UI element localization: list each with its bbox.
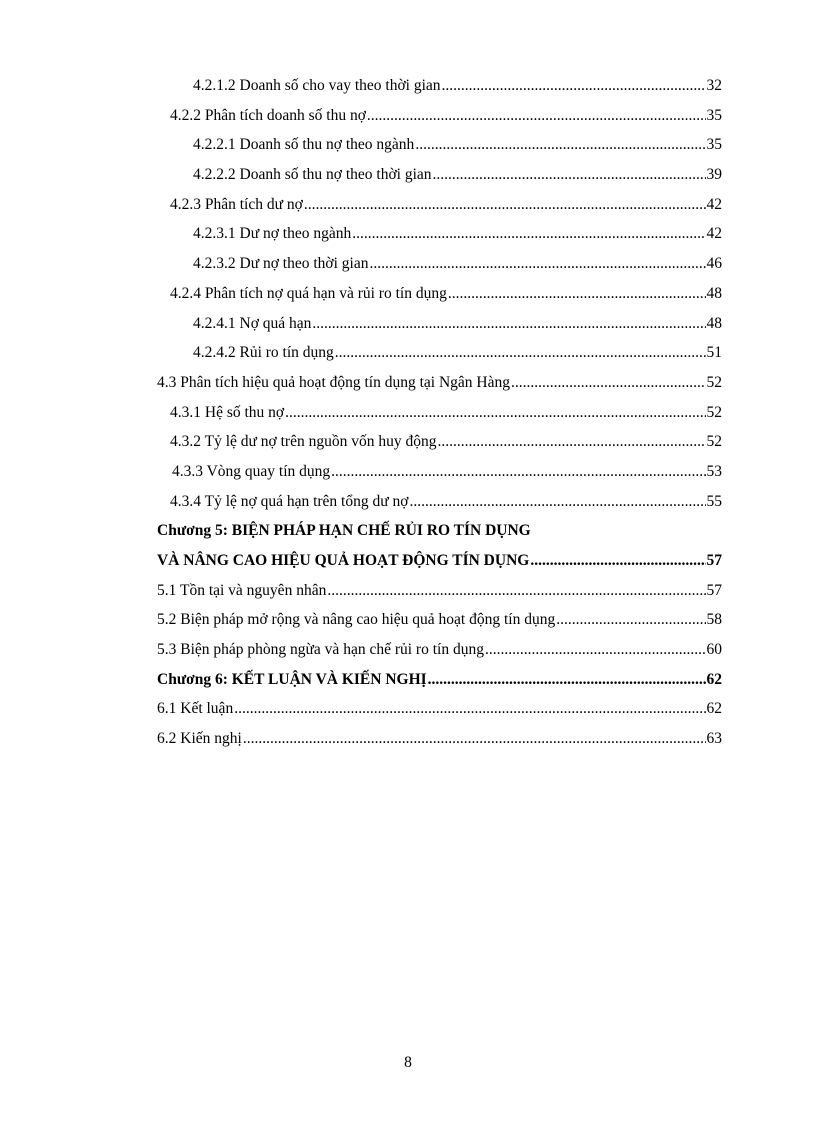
- toc-leader-dots: [327, 576, 705, 606]
- toc-entry-page: 42: [706, 195, 722, 213]
- toc-entry[interactable]: [157, 546, 722, 576]
- table-of-contents: [157, 71, 722, 754]
- toc-entry-title: 5.1 Tồn tại và nguyên nhân: [157, 581, 327, 599]
- toc-entry[interactable]: [157, 724, 722, 754]
- toc-leader-dots: [442, 71, 706, 101]
- toc-entry-page: 52: [706, 373, 722, 391]
- toc-entry-title: Chương 5: BIỆN PHÁP HẠN CHẾ RỦI RO TÍN DỤNG: [157, 522, 531, 540]
- toc-entry-page: 60: [706, 641, 722, 659]
- toc-entry[interactable]: [157, 516, 722, 546]
- toc-entry-title: 5.3 Biện pháp phòng ngừa và hạn chế rủi ro tín dụng: [157, 641, 484, 659]
- toc-entry-page: 39: [706, 166, 722, 184]
- toc-leader-dots: [428, 665, 706, 695]
- page-number: 8: [404, 1054, 412, 1071]
- toc-entry-title: 4.2.4.1 Nợ quá hạn: [193, 314, 312, 332]
- toc-leader-dots: [485, 635, 706, 665]
- toc-entry-title: 4.3 Phân tích hiệu quả hoạt động tín dụng tại Ngân Hàng: [157, 373, 510, 391]
- toc-leader-dots: [556, 605, 705, 635]
- toc-entry[interactable]: [157, 190, 722, 220]
- toc-entry[interactable]: [157, 605, 722, 635]
- toc-entry-page: 53: [706, 462, 722, 480]
- toc-entry-title: VÀ NÂNG CAO HIỆU QUẢ HOẠT ĐỘNG TÍN DỤNG: [157, 552, 530, 569]
- toc-entry-page: 32: [706, 77, 722, 94]
- toc-entry-title: 4.2.4 Phân tích nợ quá hạn và rủi ro tín dụng: [170, 284, 447, 302]
- toc-entry-title: 4.3.4 Tỷ lệ nợ quá hạn trên tổng dư nợ: [170, 492, 409, 510]
- toc-entry-title: 4.3.1 Hệ số thu nợ: [170, 403, 285, 421]
- toc-leader-dots: [234, 694, 705, 724]
- toc-entry[interactable]: [157, 101, 722, 131]
- toc-entry[interactable]: [157, 368, 722, 398]
- toc-entry[interactable]: [157, 219, 722, 249]
- toc-entry-title: 4.2.1.2 Doanh số cho vay theo thời gian: [193, 77, 441, 94]
- toc-entry-title: 4.2.2 Phân tích doanh số thu nợ: [170, 106, 366, 124]
- toc-entry-title: Chương 6: KẾT LUẬN VÀ KIẾN NGHỊ: [157, 670, 427, 688]
- toc-entry[interactable]: [157, 665, 722, 695]
- toc-leader-dots: [352, 219, 705, 249]
- toc-entry-title: 4.2.3.2 Dư nợ theo thời gian: [193, 255, 369, 273]
- toc-entry[interactable]: [157, 338, 722, 368]
- toc-leader-dots: [369, 249, 705, 279]
- toc-entry[interactable]: [157, 160, 722, 190]
- toc-entry-page: 46: [706, 255, 722, 273]
- toc-leader-dots: [304, 190, 706, 220]
- toc-entry[interactable]: [157, 249, 722, 279]
- toc-list: [157, 71, 722, 754]
- toc-entry-title: 4.3.2 Tỷ lệ dư nợ trên nguồn vốn huy động: [170, 433, 437, 451]
- toc-entry[interactable]: [157, 309, 722, 339]
- toc-leader-dots: [448, 279, 706, 309]
- toc-entry-page: 58: [706, 611, 722, 629]
- toc-leader-dots: [312, 309, 705, 339]
- toc-entry-page: 63: [706, 730, 722, 748]
- toc-entry-title: 4.2.3.1 Dư nợ theo ngành: [193, 225, 352, 243]
- toc-leader-dots: [409, 487, 705, 517]
- toc-entry-page: 57: [706, 552, 722, 569]
- toc-entry[interactable]: [157, 635, 722, 665]
- toc-entry[interactable]: [157, 576, 722, 606]
- toc-entry-title: 4.2.3 Phân tích dư nợ: [170, 195, 303, 213]
- toc-entry[interactable]: [157, 457, 722, 487]
- toc-entry[interactable]: [157, 487, 722, 517]
- toc-leader-dots: [367, 101, 706, 131]
- toc-leader-dots: [331, 457, 705, 487]
- toc-entry[interactable]: [157, 694, 722, 724]
- toc-entry-title: 4.3.3 Vòng quay tín dụng: [172, 462, 331, 480]
- toc-entry-title: 4.2.2.2 Doanh số thu nợ theo thời gian: [193, 166, 432, 184]
- toc-entry-title: 4.2.2.1 Doanh số thu nợ theo ngành: [193, 136, 415, 154]
- toc-leader-dots: [530, 546, 705, 576]
- toc-entry-title: 6.2 Kiến nghị: [157, 730, 242, 748]
- toc-entry-page: 35: [706, 136, 722, 154]
- toc-entry-page: 42: [706, 225, 722, 243]
- toc-leader-dots: [511, 368, 706, 398]
- toc-entry-title: 5.2 Biện pháp mở rộng và nâng cao hiệu quả hoạt động tín dụng: [157, 611, 556, 629]
- toc-entry-page: 35: [706, 106, 722, 124]
- toc-entry-page: 62: [706, 670, 722, 688]
- toc-entry[interactable]: [157, 130, 722, 160]
- toc-entry-page: 52: [706, 433, 722, 451]
- toc-leader-dots: [285, 398, 705, 428]
- toc-entry[interactable]: [157, 398, 722, 428]
- toc-entry[interactable]: [157, 427, 722, 457]
- toc-entry-title: 4.2.4.2 Rủi ro tín dụng: [193, 344, 334, 362]
- toc-entry-page: 48: [706, 314, 722, 332]
- toc-leader-dots: [415, 130, 705, 160]
- toc-leader-dots: [335, 338, 706, 368]
- toc-leader-dots: [433, 160, 706, 190]
- toc-entry-page: 62: [706, 700, 722, 718]
- toc-entry-page: 52: [706, 403, 722, 421]
- toc-leader-dots: [243, 724, 706, 754]
- toc-entry-page: 55: [706, 492, 722, 510]
- toc-entry[interactable]: [157, 279, 722, 309]
- toc-entry-page: 51: [706, 344, 722, 362]
- toc-entry-title: 6.1 Kết luận: [157, 700, 234, 718]
- toc-leader-dots: [437, 427, 705, 457]
- toc-entry-page: 57: [706, 581, 722, 599]
- toc-entry-page: 48: [706, 284, 722, 302]
- toc-entry[interactable]: [157, 71, 722, 101]
